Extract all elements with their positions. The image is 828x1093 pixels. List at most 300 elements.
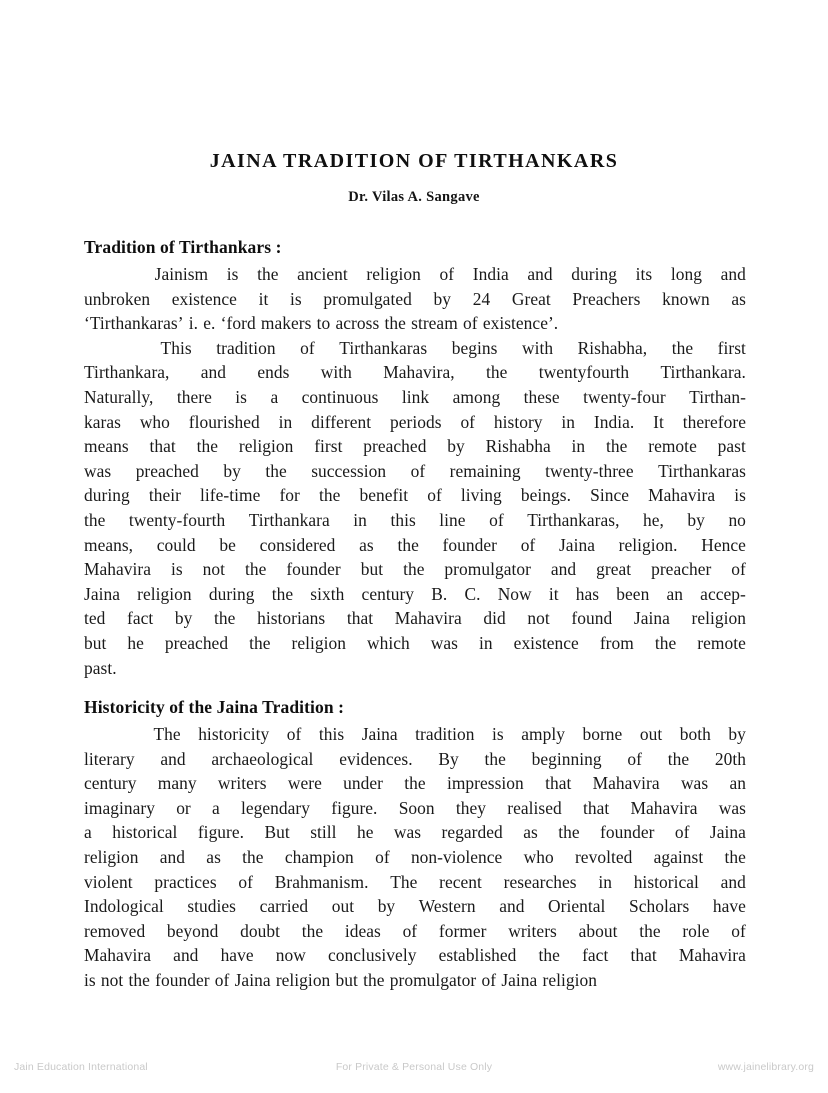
word: in — [598, 871, 612, 892]
word: the — [257, 264, 279, 284]
word: these — [523, 386, 560, 407]
word: was — [84, 460, 112, 481]
word: during — [208, 583, 255, 604]
word: be — [219, 534, 236, 555]
word: who — [523, 847, 554, 868]
word: the — [384, 313, 406, 334]
word: considered — [259, 534, 336, 555]
text-line — [84, 631, 746, 656]
text-line — [84, 894, 746, 919]
word: of — [489, 509, 504, 530]
word: is — [226, 264, 239, 284]
word: of — [410, 460, 426, 481]
word: the — [128, 970, 150, 991]
word: Tirthankaras, — [527, 509, 620, 530]
word: a — [270, 386, 279, 407]
word: religion — [238, 436, 294, 457]
word: has — [575, 583, 600, 604]
word: is — [235, 386, 247, 407]
word: was — [680, 773, 709, 794]
word: founder — [442, 534, 497, 555]
text-line — [84, 747, 746, 772]
word: remote — [697, 632, 746, 653]
word: now — [275, 945, 306, 966]
word: India. — [593, 411, 635, 432]
word: unbroken — [84, 288, 151, 309]
word: as — [359, 534, 374, 555]
word: among — [452, 386, 501, 407]
word: preacher — [651, 559, 712, 580]
word: the — [242, 847, 264, 868]
word: carried — [259, 896, 309, 917]
word: have — [712, 896, 746, 917]
paragraph — [84, 722, 746, 993]
word: an — [666, 583, 683, 604]
word: twentyfourth — [538, 362, 630, 383]
word: figure. — [331, 797, 378, 818]
word: in — [353, 509, 367, 530]
word: that — [630, 945, 657, 966]
word: the — [271, 583, 294, 604]
word: which — [367, 632, 410, 653]
word: religion — [137, 583, 192, 604]
word: preached — [135, 460, 199, 481]
word: out — [331, 896, 355, 917]
word: non-violence — [410, 847, 503, 868]
word: therefore — [682, 411, 746, 432]
word: Jaina — [558, 534, 595, 555]
word: known — [662, 288, 710, 309]
word: fact — [127, 608, 154, 629]
word: century — [361, 583, 415, 604]
word: Jaina — [709, 822, 746, 843]
word: during — [84, 485, 130, 506]
word: about — [578, 920, 618, 941]
word: but — [360, 559, 384, 580]
word: by — [223, 460, 241, 481]
word: been — [616, 583, 650, 604]
word: historical — [112, 822, 178, 843]
word: religion — [275, 970, 331, 991]
word: religion — [691, 608, 746, 629]
word: conclusively — [327, 945, 417, 966]
word: by — [174, 608, 193, 629]
word: historians — [257, 608, 326, 629]
word: long — [670, 264, 702, 284]
word: figure. — [197, 822, 245, 843]
word: It — [653, 411, 664, 432]
word: researches — [503, 871, 577, 892]
text-line — [84, 287, 746, 312]
word: succession — [311, 460, 387, 481]
word: this — [318, 724, 345, 745]
word: and — [527, 264, 553, 284]
word: first — [717, 337, 746, 358]
section-heading: Historicity of the Jaina Tradition : — [84, 697, 345, 718]
word: is — [734, 485, 746, 506]
word: is — [492, 724, 504, 745]
word: ‘Tirthankaras’ — [84, 313, 184, 334]
word: Mahavira — [648, 485, 716, 506]
text-line — [84, 582, 746, 607]
text-line — [84, 533, 746, 558]
first-line-indent — [84, 262, 136, 287]
word: practices — [154, 871, 217, 892]
word: he — [127, 632, 144, 653]
word: living — [460, 485, 502, 506]
word: historical — [633, 871, 699, 892]
word: and — [160, 748, 186, 769]
text-line — [84, 336, 746, 361]
word: B. — [431, 583, 448, 604]
word: different — [311, 411, 372, 432]
word: role — [682, 920, 710, 941]
word: But — [264, 822, 290, 843]
word: literary — [84, 748, 135, 769]
word: who — [139, 411, 170, 432]
word: Since — [590, 485, 629, 506]
word: the — [363, 970, 385, 991]
word: Western — [418, 896, 476, 917]
word: flourished — [188, 411, 260, 432]
word: The — [390, 871, 418, 892]
word: did — [483, 608, 506, 629]
word: the — [654, 632, 677, 653]
word: regarded — [441, 822, 503, 843]
word: for — [279, 485, 300, 506]
text-line — [84, 656, 746, 681]
text-line — [84, 262, 746, 287]
word: The — [153, 724, 181, 745]
word: evidences. — [339, 748, 413, 769]
text-line — [84, 410, 746, 435]
word: was — [393, 822, 422, 843]
word: begins — [451, 337, 498, 358]
word: not — [202, 559, 226, 580]
word: was — [430, 632, 458, 653]
word: the — [214, 608, 236, 629]
word: Naturally, — [84, 386, 154, 407]
author-byline: Dr. Vilas A. Sangave — [348, 189, 480, 205]
word: Now — [497, 583, 532, 604]
word: by — [377, 896, 396, 917]
word: twenty-fourth — [128, 509, 226, 530]
word: the — [404, 773, 426, 794]
footer-right-text: www.jainelibrary.org — [717, 1061, 814, 1073]
word: but — [335, 970, 358, 991]
word: of — [520, 534, 536, 555]
word: Tirthankaras — [658, 460, 746, 481]
word: an — [729, 773, 746, 794]
word: he, — [642, 509, 664, 530]
word: during — [571, 264, 617, 284]
word: Jaina — [501, 970, 538, 991]
word: the — [486, 362, 508, 383]
word: remote — [648, 436, 697, 457]
word: of — [731, 559, 746, 580]
word: the — [318, 485, 341, 506]
word: this — [390, 509, 416, 530]
word: there — [176, 386, 212, 407]
word: amply — [521, 724, 565, 745]
word: the — [265, 460, 287, 481]
word: beings. — [520, 485, 571, 506]
word: both — [679, 724, 711, 745]
word: of — [627, 748, 642, 769]
text-line — [84, 311, 746, 336]
word: Soon — [398, 797, 435, 818]
word: have — [220, 945, 254, 966]
word: ‘ford — [220, 313, 256, 334]
word: under — [343, 773, 383, 794]
word: Tirthankaras — [339, 337, 428, 358]
text-line — [84, 557, 746, 582]
page-title: JAINA TRADITION OF TIRTHANKARS — [209, 150, 619, 172]
word: the — [639, 920, 661, 941]
word: from — [599, 632, 634, 653]
word: Mahavira — [84, 559, 152, 580]
text-line — [84, 870, 746, 895]
word: of — [402, 920, 418, 941]
word: remaining — [449, 460, 521, 481]
word: legendary — [241, 797, 311, 818]
word: that — [346, 608, 374, 629]
word: religion. — [618, 534, 678, 555]
word: out — [639, 724, 663, 745]
word: as — [206, 847, 221, 868]
word: of — [731, 920, 746, 941]
text-line — [84, 508, 746, 533]
word: could — [156, 534, 196, 555]
word: the — [671, 337, 694, 358]
word: of — [286, 724, 302, 745]
word: in — [571, 436, 586, 457]
word: the — [84, 509, 106, 530]
word: e. — [203, 313, 216, 334]
word: established — [438, 945, 517, 966]
word: impression — [446, 773, 524, 794]
word: Mahavira — [592, 773, 660, 794]
footer-left-text: Jain Education International — [14, 1061, 148, 1073]
text-line — [84, 771, 746, 796]
page-footer — [0, 1061, 828, 1081]
word: by — [447, 436, 465, 457]
text-line — [84, 434, 746, 459]
word: the — [244, 559, 267, 580]
word: great — [596, 559, 632, 580]
word: beyond — [166, 920, 219, 941]
word: religion — [542, 970, 598, 991]
word: writers — [217, 773, 267, 794]
word: with — [521, 337, 554, 358]
word: is — [290, 288, 302, 309]
word: history — [493, 411, 543, 432]
word: of — [460, 411, 476, 432]
word: by — [728, 724, 746, 745]
word: doubt — [240, 920, 281, 941]
text-line — [84, 459, 746, 484]
word: tradition — [415, 724, 475, 745]
word: by — [433, 288, 452, 309]
word: Rishabha — [485, 436, 551, 457]
word: first — [314, 436, 343, 457]
word: champion — [284, 847, 354, 868]
word: This — [160, 337, 192, 358]
word: and — [499, 896, 525, 917]
text-line — [84, 385, 746, 410]
word: and — [200, 362, 227, 383]
word: recent — [439, 871, 482, 892]
word: was — [718, 797, 746, 818]
word: that — [545, 773, 572, 794]
word: Mahavira — [678, 945, 746, 966]
word: past — [717, 436, 746, 457]
text-line — [84, 360, 746, 385]
first-line-indent — [84, 336, 136, 361]
word: founder — [600, 822, 655, 843]
word: the — [538, 945, 560, 966]
word: Jaina — [361, 724, 398, 745]
word: studies — [187, 896, 236, 917]
section-heading: Tradition of Tirthankars : — [84, 237, 282, 257]
word: were — [287, 773, 322, 794]
word: of — [427, 485, 442, 506]
text-line — [84, 820, 746, 845]
word: religion — [84, 847, 139, 868]
word: of — [463, 313, 478, 334]
word: promulgator — [389, 970, 477, 991]
word: is — [84, 970, 96, 991]
word: Tirthan- — [689, 386, 746, 407]
word: with — [320, 362, 352, 383]
word: Jaina — [633, 608, 670, 629]
word: ends — [257, 362, 290, 383]
word: religion — [291, 632, 347, 653]
word: former — [438, 920, 487, 941]
word: India — [472, 264, 509, 284]
word: Tirthankara. — [660, 362, 746, 383]
word: historicity — [198, 724, 270, 745]
word: Rishabha, — [577, 337, 648, 358]
word: Mahavira, — [383, 362, 455, 383]
body-text-column — [84, 234, 746, 993]
word: fact — [582, 945, 609, 966]
word: in — [278, 411, 293, 432]
word: and — [720, 871, 746, 892]
word: found — [571, 608, 613, 629]
paragraph — [84, 262, 746, 336]
word: Scholars — [629, 896, 690, 917]
word: tradition — [216, 337, 276, 358]
word: promulgated — [323, 288, 412, 309]
text-line — [84, 919, 746, 944]
word: means — [84, 436, 129, 457]
word: he — [356, 822, 374, 843]
word: 20th — [714, 748, 746, 769]
word: borne — [582, 724, 623, 745]
word: Mahavira — [394, 608, 462, 629]
word: Oriental — [548, 896, 606, 917]
text-line — [84, 483, 746, 508]
word: and — [720, 264, 746, 284]
word: the — [196, 436, 219, 457]
word: of — [674, 822, 690, 843]
word: archaeological — [211, 748, 314, 769]
word: the — [724, 847, 746, 868]
word: stream — [411, 313, 458, 334]
footer-center-text: For Private & Personal Use Only — [335, 1061, 493, 1073]
word: karas — [84, 411, 121, 432]
word: Tirthankara — [248, 509, 330, 530]
word: the — [558, 822, 580, 843]
text-line — [84, 796, 746, 821]
word: and — [173, 945, 199, 966]
word: link — [401, 386, 430, 407]
word: sixth — [310, 583, 345, 604]
text-line — [84, 845, 746, 870]
word: ancient — [297, 264, 348, 284]
word: founder — [155, 970, 210, 991]
word: by — [687, 509, 705, 530]
word: is — [171, 559, 183, 580]
word: revolted — [574, 847, 633, 868]
word: the — [606, 436, 628, 457]
word: Great — [511, 288, 551, 309]
word: imaginary — [84, 797, 155, 818]
word: Jaina — [234, 970, 271, 991]
word: ted — [84, 608, 106, 629]
word: the — [301, 920, 324, 941]
word: not — [100, 970, 124, 991]
word: that — [582, 797, 610, 818]
word: their — [148, 485, 181, 506]
word: preached — [164, 632, 229, 653]
word: no — [728, 509, 746, 530]
word: of — [439, 264, 455, 284]
word: of — [300, 337, 315, 358]
word: Mahavira — [84, 945, 152, 966]
word: ideas — [344, 920, 381, 941]
word: existence — [513, 632, 579, 653]
word: benefit — [359, 485, 409, 506]
word: the — [397, 534, 419, 555]
word: life-time — [200, 485, 261, 506]
word: a — [212, 797, 220, 818]
word: By — [438, 748, 459, 769]
word: or — [176, 797, 191, 818]
word: the — [403, 559, 425, 580]
word: existence — [171, 288, 237, 309]
word: still — [310, 822, 337, 843]
word: makers — [260, 313, 312, 334]
word: but — [84, 632, 107, 653]
word: the — [667, 748, 690, 769]
word: in — [561, 411, 576, 432]
word: founder — [286, 559, 341, 580]
word: accep- — [700, 583, 746, 604]
word: in — [479, 632, 493, 653]
word: of — [238, 871, 253, 892]
word: means, — [84, 534, 134, 555]
word: of — [481, 970, 497, 991]
word: Preachers — [572, 288, 641, 309]
text-line — [84, 722, 746, 747]
word: removed — [84, 920, 146, 941]
word: of — [214, 970, 230, 991]
word: not — [527, 608, 550, 629]
word: Indological — [84, 896, 164, 917]
text-line — [84, 606, 746, 631]
